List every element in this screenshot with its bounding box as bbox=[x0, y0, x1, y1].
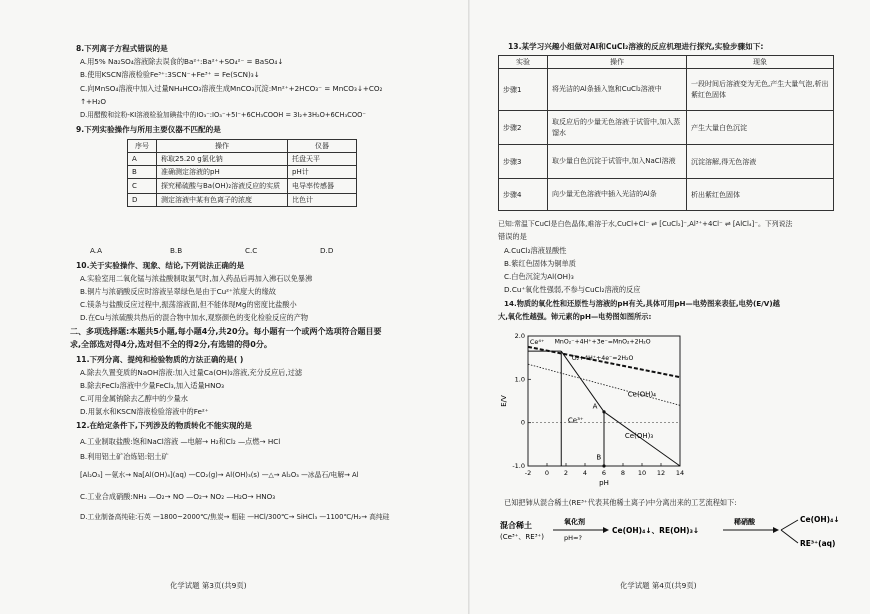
table-row bbox=[128, 153, 357, 166]
x-tick-label: 12 bbox=[656, 469, 666, 477]
cell: pH计 bbox=[288, 166, 357, 179]
region-label-ce4: Ce⁴⁺ bbox=[529, 337, 545, 346]
cell: B bbox=[128, 166, 157, 179]
y-tick-label: 0 bbox=[520, 418, 525, 427]
q10-option-c: C.镁条与盐酸反应过程中,振荡溶液面,但不能体现Mg的密度比盐酸小 bbox=[80, 300, 297, 309]
q13-option-c: C.白色沉淀为Al(OH)₃ bbox=[504, 272, 574, 281]
q9-option-d: D.D bbox=[320, 246, 334, 255]
section-2-heading: 二、多项选择题:本题共5小题,每小题4分,共20分。每小题有一个或两个选项符合题目要 bbox=[70, 327, 382, 336]
q8-option-c-cont: ↑+H₂O bbox=[80, 97, 106, 106]
cell: D bbox=[128, 194, 157, 207]
equation-label-mno2: MnO₂⁻+4H⁺+3e⁻=MnO₂+2H₂O bbox=[554, 338, 651, 346]
region-label-ceoh3: Ce(OH)₃ bbox=[624, 431, 654, 440]
y-tick-label: 1.0 bbox=[514, 375, 525, 384]
flow-acid: 稀硝酸 bbox=[734, 518, 755, 526]
cell: 探究稀硫酸与Ba(OH)₂溶液反应的实质 bbox=[157, 179, 288, 194]
table-row bbox=[499, 111, 834, 145]
flow-start: 混合稀土 bbox=[500, 521, 532, 530]
q13-option-d: D.Cu⁺氧化性强弱,不参与CuCl₂溶液的反应 bbox=[504, 285, 641, 294]
cell: C bbox=[128, 179, 157, 194]
q14-stem: 14.物质的氧化性和还原性与溶液的pH有关,具体可用pH—电势图来表征,电势(E/V)越 bbox=[504, 299, 780, 308]
cell: 测定溶液中某有色离子的浓度 bbox=[157, 194, 288, 207]
flow-output-2: RE³⁺(aq) bbox=[800, 539, 836, 548]
q12-option-a: A.工业制取盐酸:饱和NaCl溶液 —电解→ H₂和Cl₂ —点燃→ HCl bbox=[80, 437, 281, 446]
y-tick-label: -1.0 bbox=[512, 462, 525, 470]
x-tick-label: 8 bbox=[620, 469, 626, 477]
cell: 产生大量白色沉淀 bbox=[687, 111, 834, 145]
flow-output-1: Ce(OH)₄↓ bbox=[800, 515, 840, 524]
equation-label-o2: O₂+4H⁺+4e⁻=2H₂O bbox=[571, 354, 634, 362]
table-row bbox=[128, 179, 357, 194]
section-2-heading-cont: 求,全部选对得4分,选对但不全的得2分,有选错的得0分。 bbox=[70, 340, 272, 349]
table-row bbox=[499, 179, 834, 211]
q13-option-b: B.紫红色固体为铜单质 bbox=[504, 259, 576, 268]
q11-option-b: B.除去FeCl₂溶液中少量FeCl₃,加入适量HNO₃ bbox=[80, 381, 225, 390]
cell: 取少量白色沉淀于试管中,加入NaCl溶液 bbox=[548, 145, 687, 179]
col-header: 仪器 bbox=[288, 140, 357, 153]
cell: 步骤2 bbox=[499, 111, 548, 145]
q13-option-a: A.CuCl₂溶液显酸性 bbox=[504, 246, 567, 255]
q9-table bbox=[127, 139, 357, 207]
q11-option-c: C.可用金属钠除去乙醇中的少量水 bbox=[80, 394, 188, 403]
q12-option-b: B.利用铝土矿冶炼铝:铝土矿 bbox=[80, 452, 169, 461]
y-tick-label: 2.0 bbox=[514, 332, 525, 340]
process-intro: 已知把铈从混合稀土(RE³⁺代表其他稀土离子)中分离出来的工艺流程如下: bbox=[504, 498, 737, 507]
flow-ph: pH≈? bbox=[564, 534, 582, 542]
q8-option-d: D.用醋酸和淀粉-KI溶液检验加碘盐中的IO₃⁻:IO₃⁻+5I⁻+6CH₃COOH = 3I₂+3H₂O+6CH₃COO⁻ bbox=[80, 111, 366, 119]
cell: 准确测定溶液的pH bbox=[157, 166, 288, 179]
cell: 电导率传感器 bbox=[288, 179, 357, 194]
table-row bbox=[128, 194, 357, 207]
cell: 沉淀溶解,得无色溶液 bbox=[687, 145, 834, 179]
flow-arrowhead-1 bbox=[603, 527, 609, 533]
cell: 将光洁的Al条插入饱和CuCl₂溶液中 bbox=[548, 69, 687, 111]
page-4 bbox=[470, 0, 870, 614]
table-row bbox=[128, 166, 357, 179]
col-header: 实验 bbox=[499, 56, 548, 69]
table-row bbox=[499, 69, 834, 111]
series-line-1 bbox=[528, 364, 680, 405]
x-tick-label: 14 bbox=[675, 469, 685, 477]
point-b bbox=[602, 464, 605, 467]
q12-option-d: D.工业制备高纯硅:石英 —1800~2000℃/焦炭→ 粗硅 —HCl/300℃→ SiHCl₃ —1100℃/H₂→ 高纯硅 bbox=[80, 513, 390, 521]
flow-intermediate: Ce(OH)₄↓、RE(OH)₃↓ bbox=[612, 526, 700, 535]
q11-option-a: A.除去久置变质的NaOH溶液:加入过量Ca(OH)₂溶液,充分反应后,过滤 bbox=[80, 368, 303, 377]
region-label-ce3: Ce³⁺ bbox=[567, 416, 584, 425]
cell: 步骤3 bbox=[499, 145, 548, 179]
q12-option-c: C.工业合成硝酸:NH₃ —O₂→ NO —O₂→ NO₂ —H₂O→ HNO₃ bbox=[80, 492, 276, 501]
q10-option-a: A.实验室用二氧化锰与浓盐酸制取氯气时,加入药品后再加入沸石以免暴沸 bbox=[80, 274, 313, 283]
point-label-a: A bbox=[592, 402, 598, 411]
col-header: 操作 bbox=[548, 56, 687, 69]
col-header: 现象 bbox=[687, 56, 834, 69]
table-header-row bbox=[128, 140, 357, 153]
q13-note-cont: 错误的是 bbox=[498, 232, 527, 241]
q11-stem: 11.下列分离、提纯和检验物质的方法正确的是( ) bbox=[76, 355, 244, 364]
x-tick-label: -2 bbox=[524, 469, 532, 477]
q9-stem: 9.下列实验操作与所用主要仪器不匹配的是 bbox=[76, 125, 221, 134]
cell: 托盘天平 bbox=[288, 153, 357, 166]
cell: 向少量无色溶液中插入光洁的Al条 bbox=[548, 179, 687, 211]
q10-stem: 10.关于实验操作、现象、结论,下列说法正确的是 bbox=[76, 261, 245, 270]
x-tick-label: 0 bbox=[544, 469, 550, 477]
cell: 步骤1 bbox=[499, 69, 548, 111]
cell: 析出紫红色固体 bbox=[687, 179, 834, 211]
x-tick-label: 4 bbox=[582, 469, 588, 477]
process-flow bbox=[498, 510, 848, 570]
table-header-row bbox=[499, 56, 834, 69]
flow-oxidant: 氧化剂 bbox=[564, 518, 585, 526]
point-a bbox=[602, 410, 605, 413]
q14-stem-cont: 大,氧化性越强。铈元素的pH—电势图如图所示: bbox=[498, 312, 652, 321]
page-4-footer: 化学试题 第4页(共9页) bbox=[620, 581, 697, 590]
flow-branch-up bbox=[781, 520, 798, 530]
q12-stem: 12.在给定条件下,下列涉及的物质转化不能实现的是 bbox=[76, 421, 252, 430]
x-tick-label: 2 bbox=[563, 469, 569, 477]
q13-note: 已知:常温下CuCl是白色晶体,难溶于水,CuCl+Cl⁻ ⇌ [CuCl₂]⁻,Al³⁺+4Cl⁻ ⇌ [AlCl₄]⁻。下列说法 bbox=[498, 220, 793, 228]
q9-option-a: A.A bbox=[90, 246, 102, 255]
q9-option-b: B.B bbox=[170, 246, 183, 255]
cell: 比色计 bbox=[288, 194, 357, 207]
y-axis-label: E/V bbox=[500, 395, 508, 407]
x-tick-label: 10 bbox=[637, 469, 647, 477]
point-label-b: B bbox=[596, 453, 602, 462]
q13-stem: 13.某学习兴趣小组做对Al和CuCl₂溶液的反应机理进行探究,实验步骤如下: bbox=[508, 42, 764, 51]
q10-option-b: B.铜片与浓硝酸反应时溶液呈翠绿色是由于Cu²⁺浓度大的缘故 bbox=[80, 287, 276, 296]
pe-chart bbox=[500, 328, 690, 488]
q8-stem: 8.下列离子方程式错误的是 bbox=[76, 44, 168, 53]
cell: 步骤4 bbox=[499, 179, 548, 211]
flow-start-ions: (Ce³⁺、RE³⁺) bbox=[500, 533, 544, 541]
col-header: 序号 bbox=[128, 140, 157, 153]
q9-option-c: C.C bbox=[245, 246, 258, 255]
x-axis-label: pH bbox=[599, 479, 609, 487]
region-label-ceoh4: Ce(OH)₄ bbox=[627, 390, 656, 399]
cell: 一段时间后溶液变为无色,产生大量气泡,析出紫红色固体 bbox=[687, 69, 834, 111]
flow-arrowhead-2 bbox=[773, 527, 779, 533]
q12-option-b-flow: [Al₂O₃] —氨水→ Na[Al(OH)₄](aq) —CO₂(g)→ Al(OH)₃(s) —△→ Al₂O₃ —冰晶石/电解→ Al bbox=[80, 471, 359, 479]
q8-option-c: C.向MnSO₄溶液中加入过量NH₄HCO₃溶液生成MnCO₃沉淀:Mn²⁺+2HCO₃⁻ = MnCO₃↓+CO₂ bbox=[80, 84, 383, 93]
q10-option-d: D.在Cu与浓硫酸共热后的混合物中加水,观察颜色的变化检验反应的产物 bbox=[80, 313, 309, 322]
table-row bbox=[499, 145, 834, 179]
col-header: 操作 bbox=[157, 140, 288, 153]
cell: A bbox=[128, 153, 157, 166]
q13-table bbox=[498, 55, 834, 211]
x-tick-label: 6 bbox=[601, 469, 607, 477]
q11-option-d: D.用氯水和KSCN溶液检验溶液中的Fe²⁺ bbox=[80, 407, 209, 416]
q8-option-b: B.使用KSCN溶液检验Fe³⁺:3SCN⁻+Fe³⁺ = Fe(SCN)₃↓ bbox=[80, 70, 260, 79]
cell: 称取25.20 g氯化钠 bbox=[157, 153, 288, 166]
q8-option-a: A.用5% Na₂SO₄溶液除去误食的Ba²⁺:Ba²⁺+SO₄²⁻ = BaSO₄↓ bbox=[80, 57, 284, 66]
page-3-footer: 化学试题 第3页(共9页) bbox=[170, 581, 247, 590]
cell: 取反应后的少量无色溶液于试管中,加入蒸馏水 bbox=[548, 111, 687, 145]
flow-branch-down bbox=[781, 530, 798, 543]
